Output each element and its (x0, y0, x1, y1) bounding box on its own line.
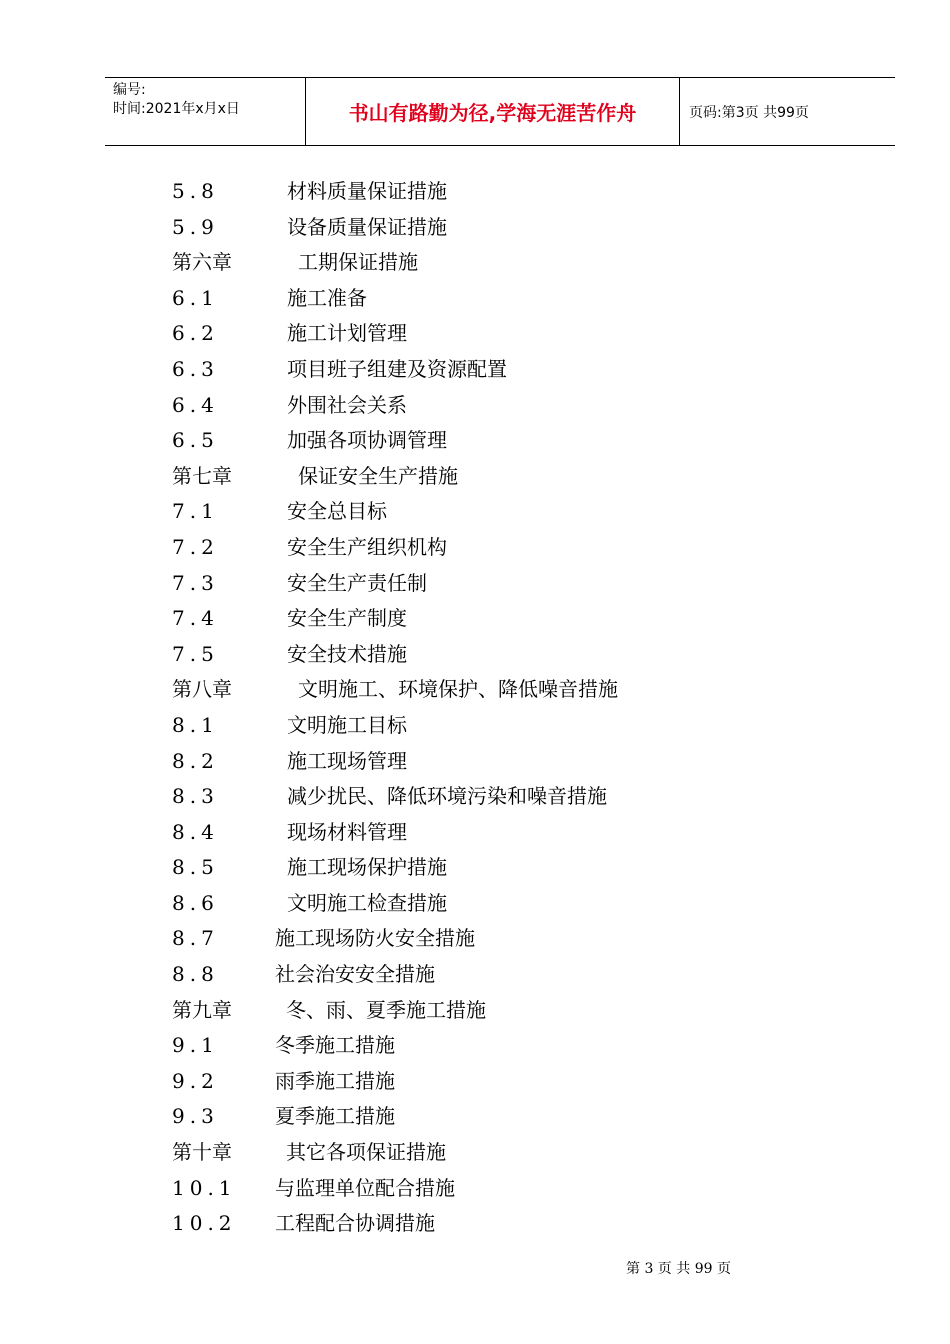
header-motto: 书山有路勤为径,学海无涯苦作舟 (348, 101, 637, 125)
toc-entry (172, 1064, 772, 1100)
toc-entry (172, 708, 772, 744)
toc-entry-number: 8.5 (172, 855, 219, 880)
toc-entry-number: 6.5 (172, 428, 219, 453)
toc-entry-title: 加强各项协调管理 (287, 428, 447, 453)
toc-entry (172, 921, 772, 957)
toc-entry-number: 8.2 (172, 748, 219, 773)
toc-entry-title: 文明施工检查措施 (287, 890, 447, 915)
document-number-label: 编号: (113, 82, 146, 98)
toc-entry-number: 8.3 (172, 784, 219, 809)
header-page-label: 页码:第3页 共99页 (689, 104, 809, 121)
toc-entry-title: 材料质量保证措施 (287, 179, 447, 203)
toc-entry (172, 388, 772, 424)
toc-entry-number: 8.4 (172, 819, 219, 844)
toc-entry-number: 9.1 (172, 1033, 219, 1058)
toc-entry (172, 850, 772, 886)
toc-entry (172, 352, 772, 388)
toc-entry-number: 6.4 (172, 392, 219, 417)
toc-entry (172, 210, 772, 246)
toc-entry-title: 施工现场防火安全措施 (275, 926, 475, 951)
toc-entry-title: 保证安全生产措施 (298, 463, 458, 488)
page-header (105, 77, 895, 146)
toc-entry (172, 601, 772, 637)
header-divider (679, 78, 680, 145)
toc-entry-title: 雨季施工措施 (275, 1068, 395, 1093)
header-meta (113, 81, 240, 119)
toc-entry (172, 637, 772, 673)
toc-entry-number: 第八章 (172, 677, 232, 702)
toc-entry-number: 8.1 (172, 712, 219, 737)
toc-entry-number: 9.3 (172, 1104, 219, 1129)
toc-entry-title: 施工现场保护措施 (287, 855, 447, 880)
toc-entry (172, 672, 772, 708)
table-of-contents (172, 174, 772, 1242)
toc-entry (172, 1135, 772, 1171)
toc-entry-number: 7.2 (172, 534, 219, 559)
toc-entry-number: 第十章 (172, 1140, 232, 1165)
toc-entry (172, 1099, 772, 1135)
toc-entry-number: 5.9 (172, 214, 219, 239)
toc-entry (172, 423, 772, 459)
toc-entry (172, 566, 772, 602)
toc-entry-title: 施工准备 (287, 285, 367, 310)
toc-entry-number: 8.8 (172, 962, 219, 987)
toc-entry (172, 1028, 772, 1064)
toc-entry-title: 文明施工目标 (287, 712, 407, 737)
toc-entry-number: 6.3 (172, 356, 219, 381)
toc-entry-number: 第九章 (172, 997, 232, 1022)
toc-entry (172, 957, 772, 993)
toc-entry-title: 社会治安安全措施 (275, 962, 435, 987)
toc-entry-number: 6.1 (172, 285, 219, 310)
toc-entry-title: 减少扰民、降低环境污染和噪音措施 (287, 784, 607, 809)
toc-entry (172, 815, 772, 851)
toc-entry (172, 316, 772, 352)
toc-entry (172, 1206, 772, 1242)
toc-entry (172, 744, 772, 780)
document-time-label: 时间:2021年x月x日 (113, 101, 240, 117)
toc-entry-title: 设备质量保证措施 (287, 214, 447, 239)
toc-entry (172, 494, 772, 530)
footer-page-number: 第 3 页 共 99 页 (626, 1261, 731, 1277)
toc-entry-number: 8.6 (172, 890, 219, 915)
toc-entry-number: 7.5 (172, 641, 219, 666)
toc-entry-number: 7.3 (172, 570, 219, 595)
toc-entry-title: 冬季施工措施 (275, 1033, 395, 1058)
toc-entry-title: 外围社会关系 (287, 392, 407, 417)
toc-entry-number: 5.8 (172, 179, 219, 203)
toc-entry-title: 工期保证措施 (298, 250, 418, 275)
toc-entry (172, 174, 772, 210)
toc-entry (172, 993, 772, 1029)
toc-entry-title: 与监理单位配合措施 (275, 1175, 455, 1200)
toc-entry-title: 安全生产责任制 (287, 570, 427, 595)
toc-entry-title: 施工计划管理 (287, 321, 407, 346)
toc-entry (172, 530, 772, 566)
toc-entry (172, 779, 772, 815)
toc-entry (172, 281, 772, 317)
toc-entry-title: 夏季施工措施 (275, 1104, 395, 1129)
toc-entry-title: 项目班子组建及资源配置 (287, 356, 507, 381)
toc-entry-number: 第七章 (172, 463, 232, 488)
toc-entry-title: 冬、雨、夏季施工措施 (286, 997, 486, 1022)
toc-entry-number: 6.2 (172, 321, 219, 346)
toc-entry-title: 施工现场管理 (287, 748, 407, 773)
toc-entry-title: 安全总目标 (287, 499, 387, 524)
toc-entry-title: 安全生产组织机构 (287, 534, 447, 559)
toc-entry (172, 1171, 772, 1207)
toc-entry-number: 8.7 (172, 926, 219, 951)
toc-entry-title: 现场材料管理 (287, 819, 407, 844)
toc-entry-number: 7.4 (172, 606, 219, 631)
toc-entry (172, 459, 772, 495)
toc-entry-title: 安全生产制度 (287, 606, 407, 631)
toc-entry-number: 第六章 (172, 250, 232, 275)
toc-entry-number: 7.1 (172, 499, 219, 524)
toc-entry-title: 安全技术措施 (287, 641, 407, 666)
toc-entry-title: 文明施工、环境保护、降低噪音措施 (298, 677, 618, 702)
toc-entry-number: 10.2 (172, 1211, 237, 1236)
toc-entry-number: 9.2 (172, 1068, 219, 1093)
toc-entry (172, 886, 772, 922)
toc-entry-title: 其它各项保证措施 (286, 1140, 446, 1165)
toc-entry-title: 工程配合协调措施 (275, 1211, 435, 1236)
toc-entry-number: 10.1 (172, 1175, 237, 1200)
toc-entry (172, 245, 772, 281)
